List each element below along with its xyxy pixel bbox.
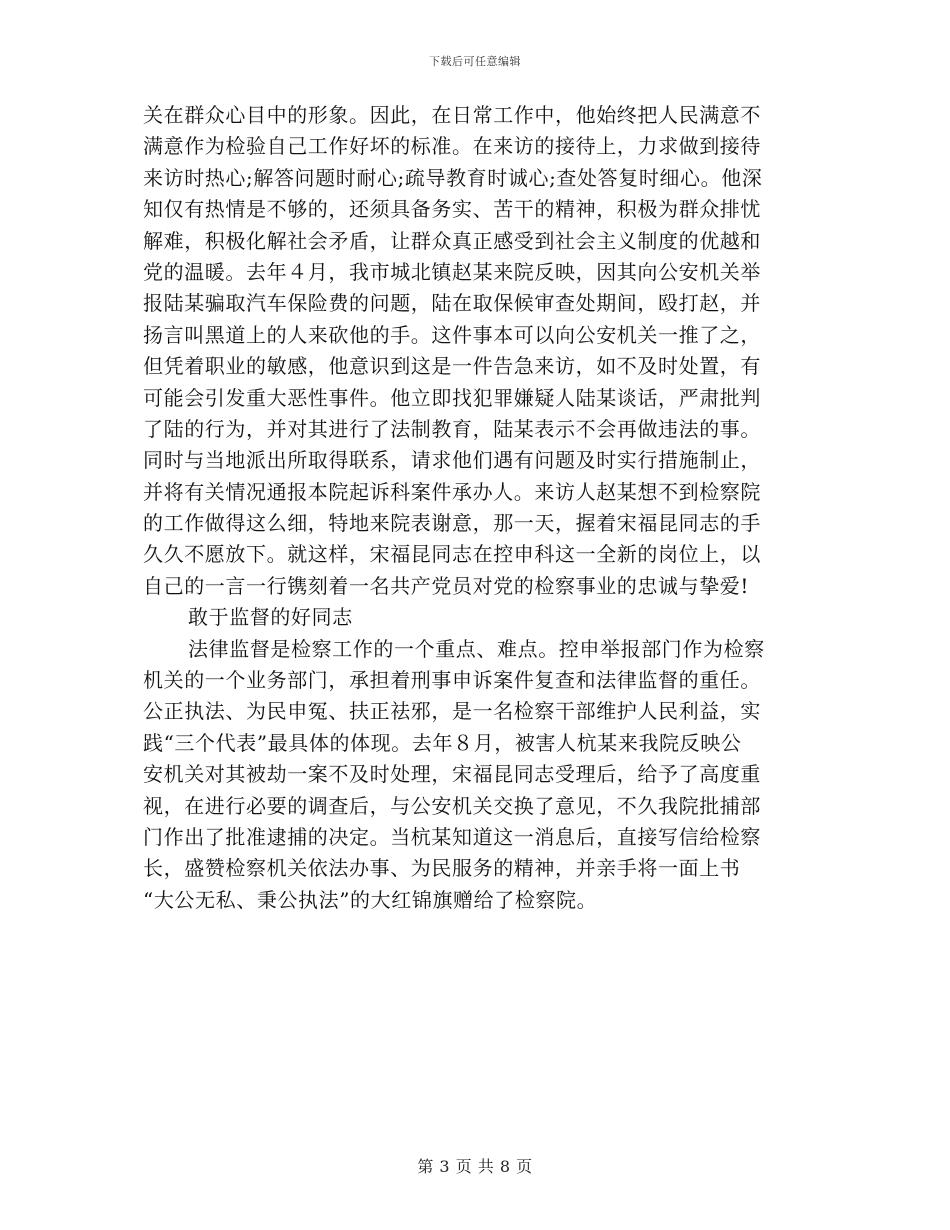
paragraph-line: 党的温暖。去年４月，我市城北镇赵某来院反映，因其向公安机关举	[143, 259, 761, 284]
paragraph-line: 长，盛赞检察机关依法办事、为民服务的精神，并亲手将一面上书	[143, 856, 741, 881]
paragraph-line: 安机关对其被劫一案不及时处理，宋福昆同志受理后，给予了高度重	[143, 762, 761, 787]
paragraph-line: 来访时热心;解答问题时耐心;疏导教育时诚心;查处答复时细心。他深	[143, 165, 763, 190]
paragraph-line: 解难，积极化解社会矛盾，让群众真正感受到社会主义制度的优越和	[143, 228, 761, 253]
paragraph-line: 可能会引发重大恶性事件。他立即找犯罪嫌疑人陆某谈话，严肃批判	[143, 385, 761, 410]
paragraph-line: 门作出了批准逮捕的决定。当杭某知道这一消息后，直接写信给检察	[143, 824, 761, 849]
paragraph-line: 同时与当地派出所取得联系，请求他们遇有问题及时实行措施制止，	[143, 448, 761, 473]
page-footer: 第 3 页 共 8 页	[417, 1157, 533, 1176]
document-body	[143, 100, 823, 916]
paragraph-line: 报陆某骗取汽车保险费的问题，陆在取保候审查处期间，殴打赵，并	[143, 291, 761, 316]
paragraph-line-indented: 法律监督是检察工作的一个重点、难点。控申举报部门作为检察	[188, 636, 765, 661]
paragraph-line: 机关的一个业务部门，承担着刑事申诉案件复查和法律监督的重任。	[143, 668, 761, 693]
paragraph-line: 自己的一言一行镌刻着一名共产党员对党的检察事业的忠诚与挚爱!	[143, 573, 750, 598]
paragraph-line: 并将有关情况通报本院起诉科案件承办人。来访人赵某想不到检察院	[143, 479, 761, 504]
paragraph-line: “大公无私、秉公执法”的大红锦旗赠给了检察院。	[143, 887, 598, 912]
paragraph-line-indented: 敢于监督的好同志	[188, 605, 353, 630]
paragraph-line: 践“三个代表”最具体的体现。去年８月，被害人杭某来我院反映公	[143, 730, 742, 755]
paragraph-line: 久久不愿放下。就这样，宋福昆同志在控申科这一全新的岗位上，以	[143, 542, 761, 567]
paragraph-line: 关在群众心目中的形象。因此，在日常工作中，他始终把人民满意不	[143, 103, 761, 127]
paragraph-line: 视，在进行必要的调查后，与公安机关交换了意见，不久我院批捕部	[143, 793, 761, 818]
paragraph-line: 公正执法、为民申冤、扶正祛邪，是一名检察干部维护人民利益，实	[143, 699, 761, 724]
paragraph-line: 知仅有热情是不够的，还须具备务实、苦干的精神，积极为群众排忧	[143, 197, 761, 222]
paragraph-line: 扬言叫黑道上的人来砍他的手。这件事本可以向公安机关一推了之，	[143, 322, 761, 347]
paragraph-line: 满意作为检验自己工作好坏的标准。在来访的接待上，力求做到接待	[143, 134, 761, 159]
page-header: 下载后可任意编辑	[429, 55, 521, 68]
paragraph-line: 但凭着职业的敏感，他意识到这是一件告急来访，如不及时处置，有	[143, 354, 761, 379]
paragraph-line: 的工作做得这么细，特地来院表谢意，那一天，握着宋福昆同志的手	[143, 511, 761, 536]
paragraph-line: 了陆的行为，并对其进行了法制教育，陆某表示不会再做违法的事。	[143, 416, 761, 441]
